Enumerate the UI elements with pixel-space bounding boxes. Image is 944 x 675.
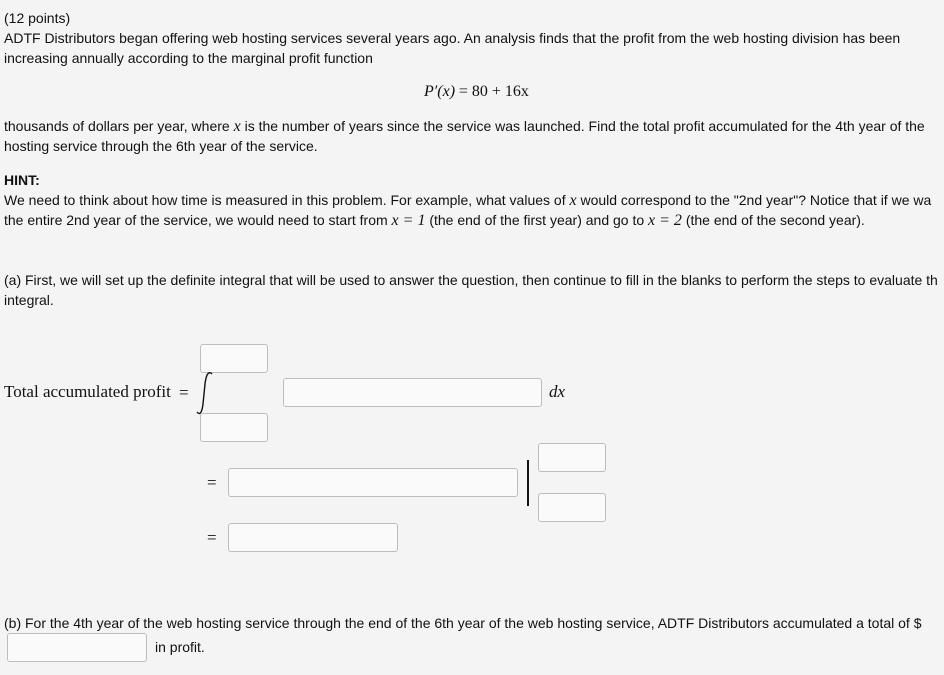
problem-intro-line-2: increasing annually according to the marginal profit function (4, 50, 373, 66)
upper-limit-input[interactable] (200, 344, 268, 373)
hint-line-2 (4, 210, 865, 231)
integral-sign-icon (194, 370, 216, 416)
marginal-profit-formula (424, 81, 529, 102)
hint-math-x-equals-2: x = 2 (648, 212, 682, 229)
hint-text-b: would correspond to the "2nd year"? Notice that if we wa (576, 192, 932, 208)
problem-description-line-2: hosting service through the 6th year of the service. (4, 138, 318, 154)
problem-intro-line-1: ADTF Distributors began offering web hosting services several years ago. An analysis finds that the profit from the web hosting division has been (4, 30, 901, 46)
problem-description-line-1 (4, 116, 925, 137)
equals-sign-3: = (207, 528, 217, 547)
formula-equals: = (458, 83, 468, 100)
formula-lhs: P′(x) (424, 83, 456, 100)
evaluation-bar (527, 460, 529, 506)
points-label: (12 points) (4, 10, 71, 26)
hint-text-e: (the end of the second year). (681, 212, 865, 228)
part-b-suffix: in profit. (155, 639, 205, 655)
dx-label: dx (549, 382, 566, 401)
part-a-text-line-1: (a) First, we will set up the definite integral that will be used to answer the question, then continue to fill in the blanks to perform the steps to evaluate th (4, 272, 938, 288)
hint-line-1 (4, 190, 931, 211)
hint-variable-x: x (569, 192, 577, 209)
desc-text-a: thousands of dollars per year, where (4, 118, 234, 134)
total-accumulated-profit-label: Total accumulated profit (4, 382, 171, 401)
hint-text-c: the entire 2nd year of the service, we would need to start from (4, 212, 392, 228)
desc-text-b: is the number of years since the service was launched. Find the total profit accumulated for the 4th year of the (240, 118, 925, 134)
result-input[interactable] (228, 523, 398, 552)
hint-math-x-equals-1: x = 1 (391, 212, 426, 229)
part-b-text: (b) For the 4th year of the web hosting service through the end of the 6th year of the web hosting service, ADTF Distributors accumulated a total of $ (4, 615, 922, 631)
hint-text-a: We need to think about how time is measured in this problem. For example, what values of (4, 192, 570, 208)
total-profit-answer-input[interactable] (7, 633, 147, 662)
part-a-text-line-2: integral. (4, 292, 54, 308)
equals-sign-2: = (207, 473, 217, 492)
antiderivative-input[interactable] (228, 468, 518, 497)
integrand-input[interactable] (283, 378, 542, 407)
hint-text-d: (the end of the first year) and go to (425, 212, 649, 228)
evaluation-upper-input[interactable] (538, 443, 606, 472)
desc-variable-x: x (233, 118, 241, 135)
equals-sign-1: = (179, 383, 189, 402)
formula-rhs: 80 + 16x (471, 83, 529, 100)
lower-limit-input[interactable] (200, 413, 268, 442)
evaluation-lower-input[interactable] (538, 493, 606, 522)
hint-title: HINT: (4, 172, 40, 188)
